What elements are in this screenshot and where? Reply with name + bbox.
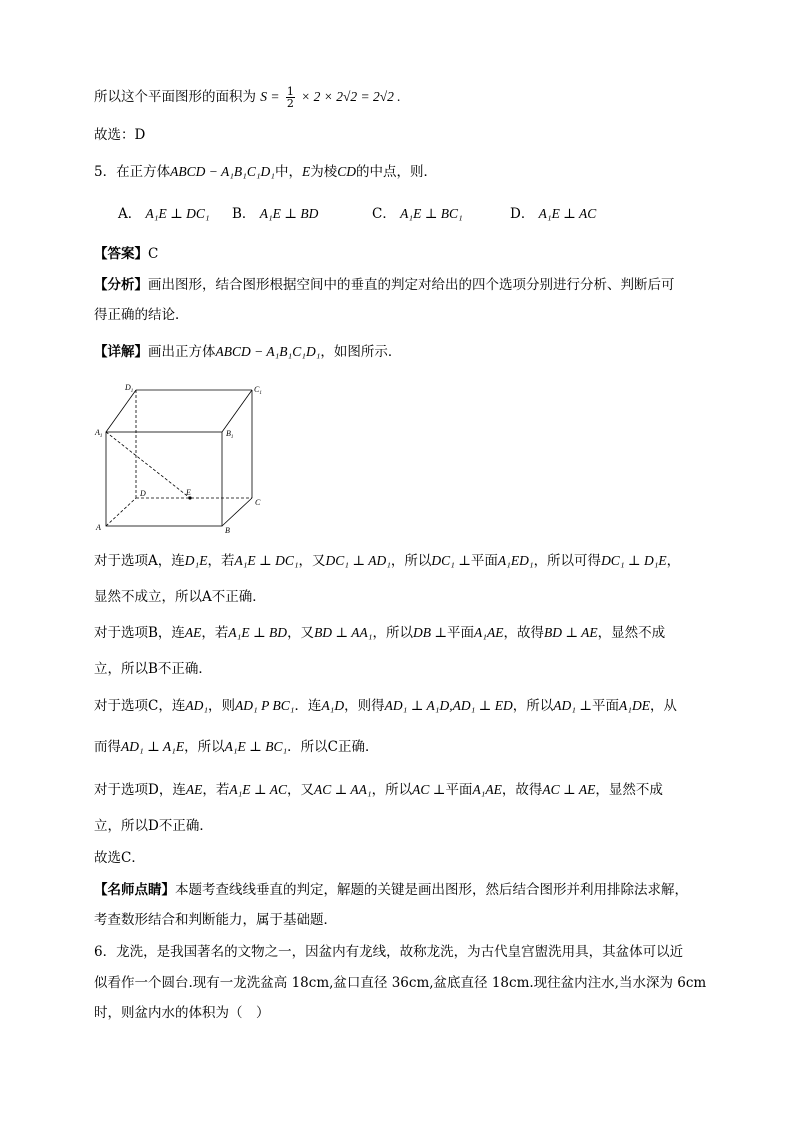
edge-A1-D1 (106, 390, 136, 432)
answer-tag: 【答案】 (94, 246, 148, 262)
option-a-analysis-line-2: 显然不成立，所以A不正确． (94, 589, 266, 605)
answer-value: C (148, 246, 159, 262)
option-d-analysis-line-1: 对于选项D，连AE，若A₁E ⊥ AC，又AC ⊥ AA₁，所以AC ⊥平面A₁AE，故得AC ⊥ AE，显然不成 (94, 782, 663, 798)
option-c-analysis-line-1: 对于选项C，连AD₁，则AD₁ P BC₁．连A₁D，则得AD₁ ⊥ A₁D,AD₁ ⊥ ED，所以AD₁ ⊥平面A₁DE，从 (94, 698, 677, 714)
question-6-line-3: 时，则盆内水的体积为（ ） (94, 1005, 270, 1021)
analysis-line-2: 得正确的结论． (94, 307, 189, 323)
edge-B1-C1 (222, 390, 252, 432)
detail-tag: 【详解】 (94, 344, 148, 360)
label-C: C (255, 498, 261, 507)
choose-d-line: 故选：D (94, 127, 146, 143)
option-b: B． A₁E ⊥ BD (232, 206, 319, 222)
label-D1: $D_1$ (125, 383, 134, 394)
note-line-1: 【名师点睛】本题考查线线垂直的判定，解题的关键是画出图形，然后结合图形并利用排除法求解， (94, 882, 688, 898)
option-a-analysis-line-1: 对于选项A，连D₁E，若A₁E ⊥ DC₁，又DC₁ ⊥ AD₁，所以DC₁ ⊥平面A₁ED₁，所以可得DC₁ ⊥ D₁E， (94, 553, 681, 569)
option-b-analysis-line-1: 对于选项B，连AE，若A₁E ⊥ BD，又BD ⊥ AA₁，所以DB ⊥平面A₁AE，故得BD ⊥ AE，显然不成 (94, 625, 666, 641)
note-line-2: 考查数形结合和判断能力，属于基础题． (94, 912, 337, 928)
detail-line: 【详解】画出正方体ABCD − A₁B₁C₁D₁，如图所示． (94, 344, 402, 360)
note-tag: 【名师点睛】 (94, 882, 175, 898)
label-E: E (186, 488, 191, 497)
answer-line (94, 244, 158, 264)
analysis-tag: 【分析】 (94, 277, 148, 293)
option-a: A． A₁E ⊥ DC₁ (118, 206, 210, 222)
option-c-analysis-line-2: 而得AD₁ ⊥ A₁E，所以A₁E ⊥ BC₁．所以C正确． (94, 739, 379, 755)
choose-c-line: 故选C． (94, 850, 145, 866)
option-c: C． A₁E ⊥ BC₁ (372, 206, 463, 222)
edge-B-C (222, 498, 252, 526)
label-C1: $C_1$ (254, 385, 262, 396)
option-d: D． A₁E ⊥ AC (510, 206, 597, 222)
label-B1: $B_1$ (226, 429, 234, 440)
question-6-line-1: 6．龙洗，是我国著名的文物之一，因盆内有龙线，故称龙洗，为古代皇宫盥洗用具，其盆体可以近 (94, 944, 684, 960)
label-A1: $A_1$ (95, 428, 103, 439)
fraction-one-half: $\frac{1}{2}$ (286, 85, 294, 110)
segment-A1-E (106, 432, 190, 498)
option-d-analysis-line-2: 立，所以D不正确． (94, 818, 213, 834)
cube-figure (92, 380, 272, 540)
option-b-analysis-line-2: 立，所以B不正确． (94, 661, 212, 677)
area-conclusion-line (94, 86, 401, 109)
label-A: A (96, 523, 101, 532)
area-formula-rhs: × 2 × 2√2 = 2√2 . (301, 89, 401, 104)
analysis-line-1: 【分析】画出图形，结合图形根据空间中的垂直的判定对给出的四个选项分别进行分析、判断后可 (94, 277, 675, 293)
area-formula-lhs: S = (260, 89, 280, 104)
area-prefix-text: 所以这个平面图形的面积为 (94, 89, 256, 105)
question-5-stem: 5．在正方体ABCD − A₁B₁C₁D₁中，E为棱CD的中点，则． (94, 164, 437, 180)
label-B: B (225, 526, 230, 535)
label-D: D (140, 489, 146, 498)
question-6-line-2: 似看作一个圆台.现有一龙洗盆高 18cm,盆口直径 36cm,盆底直径 18cm.现往盆内注水,当水深为 6cm (94, 975, 707, 991)
edge-A-D (106, 498, 136, 526)
